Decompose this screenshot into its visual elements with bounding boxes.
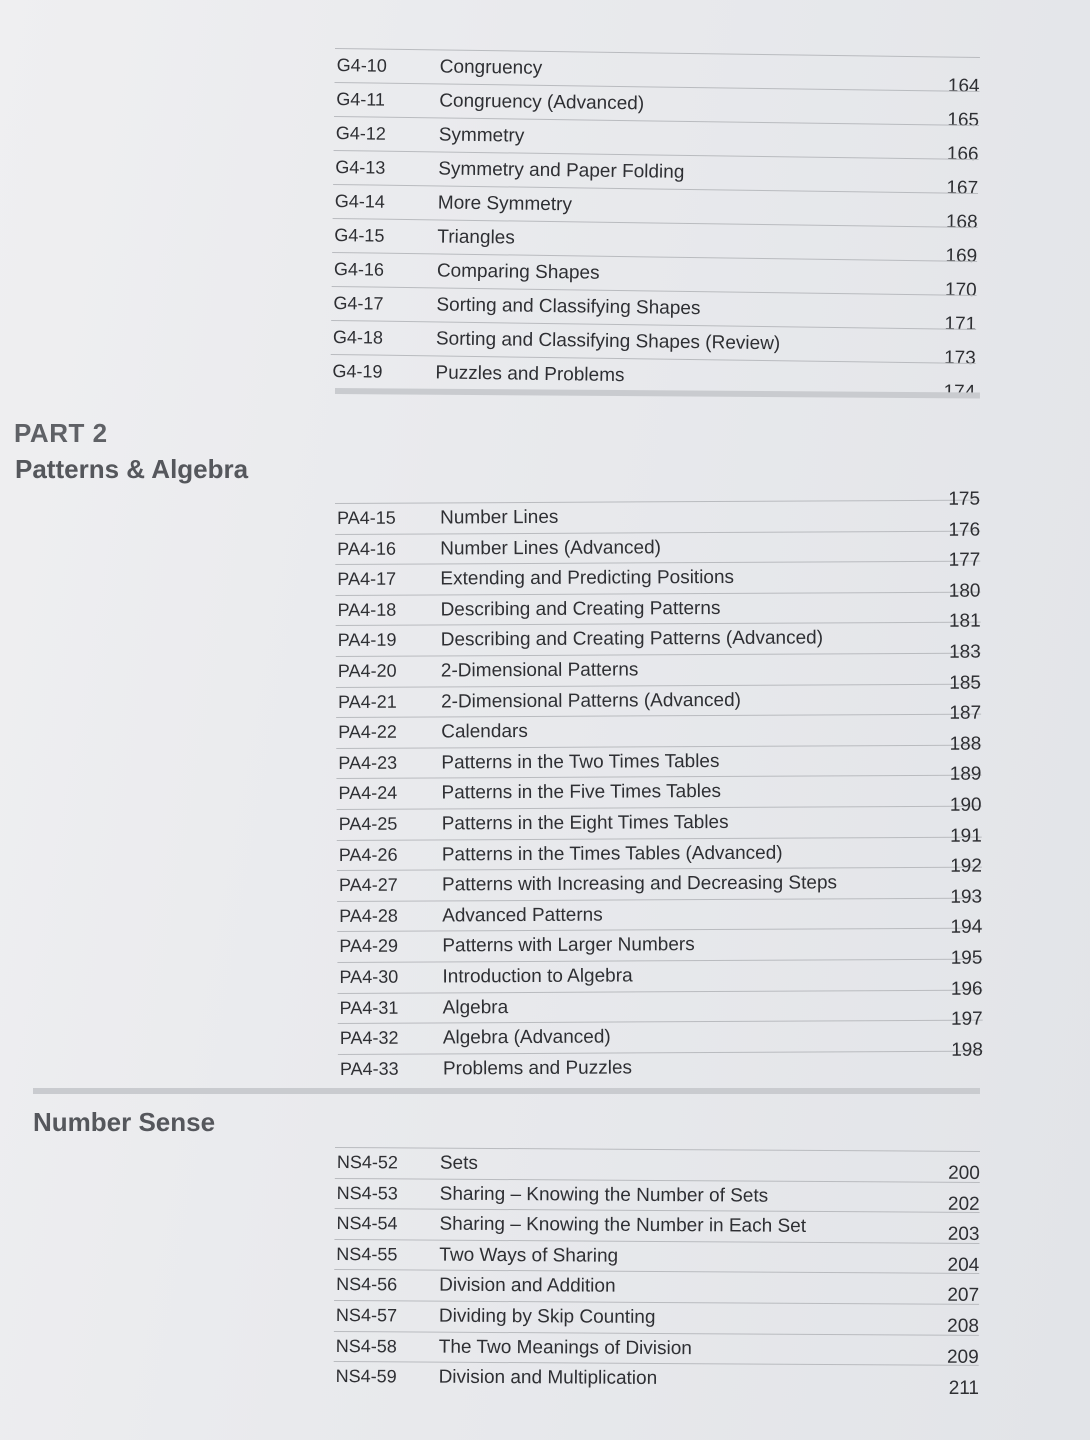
- geometry-toc-list: [330, 48, 980, 397]
- toc-row[interactable]: [334, 1300, 979, 1335]
- page-number: 180: [948, 580, 981, 602]
- unit-code: NS4-59: [335, 1366, 397, 1387]
- toc-row[interactable]: [336, 641, 981, 687]
- unit-code: NS4-55: [336, 1243, 398, 1265]
- unit-title: 2-Dimensional Patterns: [440, 659, 639, 682]
- unit-code: PA4-30: [339, 966, 399, 987]
- unit-code: NS4-56: [336, 1274, 398, 1295]
- page-number: 191: [949, 825, 982, 847]
- unit-title: Advanced Patterns: [442, 904, 603, 927]
- page-number: 164: [947, 75, 980, 98]
- toc-row[interactable]: [338, 978, 983, 1023]
- unit-code: PA4-22: [338, 721, 397, 743]
- toc-row[interactable]: [336, 763, 982, 809]
- toc-row[interactable]: [337, 886, 983, 931]
- page-number: 168: [945, 211, 978, 233]
- page-number: 181: [948, 610, 981, 633]
- page-number: 194: [950, 916, 983, 939]
- page-number: 208: [947, 1315, 979, 1337]
- page-number: 177: [948, 549, 981, 571]
- unit-title: Patterns with Larger Numbers: [442, 934, 695, 957]
- unit-code: PA4-17: [337, 568, 397, 590]
- toc-row[interactable]: [335, 519, 981, 564]
- page-number: 176: [948, 519, 981, 541]
- page-number: 189: [949, 763, 982, 786]
- unit-title: Number Lines (Advanced): [440, 536, 662, 560]
- patterns-algebra-toc-list: [335, 488, 983, 1085]
- page-number: 166: [946, 143, 979, 165]
- unit-code: PA4-23: [338, 752, 398, 773]
- unit-code: PA4-32: [339, 1027, 399, 1049]
- toc-row[interactable]: [337, 855, 982, 901]
- unit-code: NS4-52: [336, 1152, 398, 1173]
- unit-code: G4-18: [332, 327, 384, 348]
- part-label: PART 2: [14, 418, 108, 448]
- unit-code: G4-16: [333, 259, 385, 280]
- unit-title: Sharing – Knowing the Number in Each Set: [439, 1213, 807, 1238]
- toc-row[interactable]: [337, 916, 983, 962]
- unit-title: Sets: [439, 1152, 478, 1174]
- unit-code: PA4-29: [339, 935, 399, 957]
- unit-code: G4-19: [332, 360, 383, 382]
- section-divider: [33, 1088, 980, 1094]
- unit-title: Patterns in the Eight Times Tables: [441, 811, 729, 835]
- page-number: 187: [949, 702, 982, 724]
- toc-row[interactable]: [336, 610, 981, 656]
- toc-row[interactable]: [336, 702, 982, 748]
- unit-code: G4-14: [334, 191, 386, 212]
- toc-row[interactable]: [334, 1239, 979, 1274]
- unit-code: G4-15: [334, 225, 385, 246]
- toc-row[interactable]: [335, 1147, 980, 1182]
- page-number: 169: [945, 245, 978, 267]
- unit-code: NS4-54: [336, 1213, 398, 1234]
- toc-row[interactable]: [338, 1039, 983, 1084]
- unit-title: Division and Addition: [439, 1275, 616, 1298]
- page-number: 203: [947, 1223, 980, 1246]
- page-number: 175: [948, 488, 981, 510]
- page-number: 171: [944, 313, 977, 335]
- part-title: Patterns & Algebra: [15, 454, 249, 484]
- unit-code: G4-12: [335, 123, 386, 144]
- unit-title: Algebra: [442, 996, 509, 1018]
- page-number: 204: [947, 1254, 980, 1276]
- page-number: 196: [950, 978, 983, 1000]
- unit-code: PA4-26: [338, 844, 398, 865]
- page-number: 173: [943, 347, 976, 369]
- unit-title: Problems and Puzzles: [442, 1057, 633, 1080]
- toc-row[interactable]: [336, 672, 982, 717]
- unit-code: G4-13: [335, 157, 386, 178]
- unit-title: Symmetry and Paper Folding: [438, 158, 685, 183]
- unit-title: The Two Meanings of Division: [438, 1336, 692, 1359]
- unit-title: Puzzles and Problems: [435, 362, 625, 387]
- unit-code: NS4-53: [336, 1182, 398, 1203]
- unit-code: PA4-33: [339, 1058, 399, 1079]
- unit-title: Patterns with Increasing and Decreasing Steps: [441, 872, 838, 896]
- unit-title: Congruency (Advanced): [439, 90, 645, 115]
- unit-title: Congruency: [439, 56, 543, 79]
- toc-row[interactable]: [335, 549, 981, 595]
- unit-title: Dividing by Skip Counting: [438, 1305, 656, 1328]
- unit-title: Algebra (Advanced): [442, 1026, 611, 1049]
- unit-title: Symmetry: [438, 124, 525, 147]
- toc-row[interactable]: [337, 825, 982, 870]
- unit-title: Number Lines: [440, 506, 559, 529]
- toc-row[interactable]: [334, 1208, 980, 1246]
- unit-title: Sharing – Knowing the Number of Sets: [439, 1183, 769, 1207]
- section-title: Number Sense: [33, 1107, 216, 1137]
- unit-code: NS4-58: [335, 1335, 397, 1356]
- page-number: 209: [946, 1346, 979, 1368]
- page-number: 192: [950, 855, 982, 877]
- unit-code: PA4-27: [338, 874, 398, 896]
- unit-code: PA4-18: [337, 599, 397, 620]
- unit-title: Describing and Creating Patterns: [440, 597, 721, 621]
- unit-code: PA4-25: [338, 813, 398, 834]
- unit-title: Patterns in the Two Times Tables: [441, 750, 720, 774]
- page-number: 198: [951, 1039, 983, 1061]
- unit-code: G4-11: [336, 89, 386, 110]
- page-number: 170: [944, 279, 977, 301]
- unit-title: Comparing Shapes: [436, 260, 600, 284]
- unit-code: PA4-20: [337, 660, 397, 681]
- page-number: 193: [950, 886, 983, 908]
- page-number: 167: [946, 177, 979, 199]
- unit-title: 2-Dimensional Patterns (Advanced): [440, 689, 742, 713]
- unit-code: PA4-19: [337, 630, 397, 651]
- toc-row[interactable]: [337, 794, 982, 840]
- unit-code: PA4-31: [339, 997, 399, 1018]
- page-number: 185: [949, 672, 982, 694]
- unit-title: Calendars: [441, 721, 528, 743]
- unit-code: PA4-21: [337, 691, 397, 712]
- toc-row[interactable]: [334, 1361, 979, 1396]
- page-number: 202: [947, 1193, 980, 1215]
- unit-title: Division and Multiplication: [438, 1366, 658, 1390]
- toc-row[interactable]: [334, 1331, 979, 1366]
- unit-code: PA4-16: [337, 538, 396, 559]
- unit-title: Sorting and Classifying Shapes (Review): [435, 328, 781, 355]
- page-number: 190: [949, 794, 982, 816]
- number-sense-toc-list: [334, 1147, 980, 1396]
- page-number: 200: [948, 1162, 980, 1184]
- toc-row[interactable]: [337, 947, 983, 993]
- page-number: 211: [948, 1378, 979, 1399]
- unit-code: G4-17: [333, 293, 384, 314]
- page-number: 183: [949, 641, 981, 663]
- toc-row[interactable]: [335, 488, 981, 534]
- toc-row[interactable]: [335, 1178, 980, 1213]
- unit-code: PA4-24: [338, 783, 398, 804]
- page-number: 195: [950, 947, 983, 969]
- unit-title: More Symmetry: [437, 192, 573, 216]
- unit-title: Two Ways of Sharing: [439, 1244, 619, 1267]
- unit-title: Patterns in the Five Times Tables: [441, 781, 722, 804]
- page-number: 165: [947, 109, 980, 131]
- toc-row[interactable]: [336, 733, 982, 778]
- page-number: 188: [949, 733, 982, 755]
- unit-title: Sorting and Classifying Shapes: [436, 294, 701, 320]
- page-number: 207: [947, 1285, 980, 1307]
- unit-title: Describing and Creating Patterns (Advanced): [440, 627, 824, 651]
- unit-title: Triangles: [437, 226, 515, 249]
- unit-title: Patterns in the Times Tables (Advanced): [441, 842, 783, 865]
- page-number: 197: [950, 1008, 983, 1030]
- unit-code: PA4-28: [339, 905, 398, 926]
- toc-row[interactable]: [334, 1269, 980, 1307]
- unit-title: Extending and Predicting Positions: [440, 567, 735, 590]
- unit-title: Introduction to Algebra: [442, 965, 633, 988]
- toc-row[interactable]: [338, 1008, 983, 1054]
- unit-code: G4-10: [336, 55, 387, 76]
- unit-code: PA4-15: [337, 507, 396, 528]
- toc-row[interactable]: [335, 580, 981, 625]
- unit-code: NS4-57: [335, 1304, 398, 1326]
